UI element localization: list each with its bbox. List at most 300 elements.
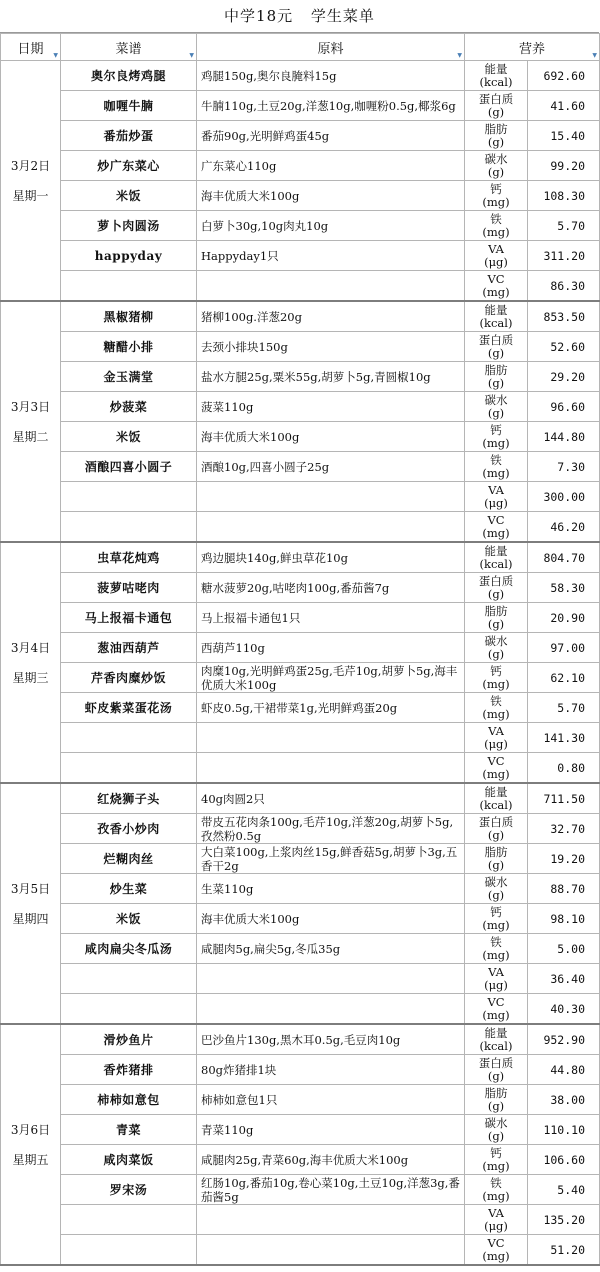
nutrient-unit: (mg) <box>482 465 510 480</box>
ingredients-cell[interactable]: 海丰优质大米100g <box>197 422 465 452</box>
dish-cell[interactable]: 酒酿四喜小圆子 <box>61 452 197 482</box>
nutrient-name <box>465 573 528 602</box>
nutrient-name <box>465 271 528 300</box>
nutrient-label: 蛋白质 <box>478 332 514 347</box>
nutrient-unit: (mg) <box>482 1007 510 1022</box>
nutrient-name <box>465 1175 528 1204</box>
dish-cell[interactable] <box>61 482 197 512</box>
table-row <box>1 1055 600 1085</box>
nutrition-cell[interactable] <box>465 964 600 994</box>
nutrition-cell[interactable] <box>465 482 600 512</box>
dish-cell[interactable]: 萝卜肉圆汤 <box>61 211 197 241</box>
nutrient-value: 62.10 <box>550 670 585 685</box>
nutrition-cell[interactable] <box>465 904 600 934</box>
nutrient-unit: (mg) <box>482 1248 510 1263</box>
dish-cell[interactable]: 炒生菜 <box>61 874 197 904</box>
header-menu-label: 菜谱 <box>115 41 142 57</box>
nutrition-cell[interactable] <box>465 241 600 271</box>
dish-cell[interactable]: 番茄炒蛋 <box>61 121 197 151</box>
nutrient-unit: (g) <box>487 857 505 872</box>
weekday-label: 星期五 <box>12 1152 49 1167</box>
nutrient-unit: (μg) <box>484 736 508 751</box>
dish-cell[interactable]: 菠萝咕咾肉 <box>61 573 197 603</box>
nutrient-unit: (g) <box>487 405 505 420</box>
nutrition-cell[interactable] <box>465 542 600 573</box>
nutrition-cell[interactable] <box>465 271 600 302</box>
filter-dropdown-icon[interactable]: ▼ <box>53 52 58 59</box>
date-cell[interactable] <box>1 301 61 542</box>
nutrient-unit: (kcal) <box>479 556 513 571</box>
dish-cell[interactable]: 米饭 <box>61 181 197 211</box>
ingredients-cell[interactable]: 虾皮0.5g,干裙带菜1g,光明鲜鸡蛋20g <box>197 693 465 723</box>
nutrient-name <box>465 392 528 421</box>
ingredients-cell[interactable]: 大白菜100g,上浆肉丝15g,鲜香菇5g,胡萝卜3g,五香干2g <box>197 844 465 874</box>
nutrient-label: 能量 <box>484 543 508 558</box>
nutrient-label: 铁 <box>490 934 502 949</box>
table-row <box>1 693 600 723</box>
ingredients-cell[interactable] <box>197 1235 465 1266</box>
nutrient-label: 碳水 <box>484 633 508 648</box>
table-row <box>1 181 600 211</box>
nutrient-label: 碳水 <box>484 392 508 407</box>
table-row <box>1 874 600 904</box>
ingredients-cell[interactable]: 猪柳100g.洋葱20g <box>197 301 465 332</box>
date-label: 3月3日 <box>10 399 51 414</box>
nutrient-value: 41.60 <box>550 98 585 113</box>
nutrition-cell[interactable] <box>465 1055 600 1085</box>
nutrient-unit: (g) <box>487 1068 505 1083</box>
ingredients-cell[interactable] <box>197 512 465 543</box>
title-name: 学生菜单 <box>310 7 375 25</box>
dish-cell[interactable]: 虫草花炖鸡 <box>61 542 197 573</box>
table-row <box>1 422 600 452</box>
ingredients-cell[interactable] <box>197 753 465 784</box>
ingredients-cell[interactable]: 咸腿肉25g,青菜60g,海丰优质大米100g <box>197 1145 465 1175</box>
nutrition-cell[interactable] <box>465 573 600 603</box>
nutrient-value: 38.00 <box>550 1092 585 1107</box>
nutrient-label: 碳水 <box>484 151 508 166</box>
nutrition-cell[interactable] <box>465 61 600 91</box>
nutrient-name <box>465 663 528 692</box>
nutrient-value: 96.60 <box>550 399 585 414</box>
weekday-label: 星期一 <box>12 188 49 203</box>
nutrient-label: 脂肪 <box>484 844 508 859</box>
nutrient-value: 86.30 <box>550 278 585 293</box>
ingredients-cell[interactable]: 海丰优质大米100g <box>197 904 465 934</box>
dish-cell[interactable]: 炒菠菜 <box>61 392 197 422</box>
nutrition-cell[interactable] <box>465 934 600 964</box>
dish-cell[interactable]: 马上报福卡通包 <box>61 603 197 633</box>
nutrient-name <box>465 1115 528 1144</box>
nutrient-name <box>465 362 528 391</box>
date-cell[interactable] <box>1 1024 61 1265</box>
nutrition-cell[interactable] <box>465 1175 600 1205</box>
header-date-label: 日期 <box>17 41 44 57</box>
dish-cell[interactable]: 虾皮紫菜蛋花汤 <box>61 693 197 723</box>
nutrient-unit: (μg) <box>484 1218 508 1233</box>
nutrition-cell[interactable] <box>465 994 600 1025</box>
nutrition-cell[interactable] <box>465 603 600 633</box>
ingredients-cell[interactable]: 糖水菠萝20g,咕咾肉100g,番茄酱7g <box>197 573 465 603</box>
dish-cell[interactable]: 金玉满堂 <box>61 362 197 392</box>
nutrition-cell[interactable] <box>465 121 600 151</box>
nutrient-name <box>465 1025 528 1054</box>
header-nutrition-label: 营养 <box>518 41 545 57</box>
nutrition-cell[interactable] <box>465 362 600 392</box>
nutrient-value: 51.20 <box>550 1242 585 1257</box>
nutrient-label: VA <box>488 1205 504 1220</box>
table-row <box>1 783 600 814</box>
ingredients-cell[interactable] <box>197 482 465 512</box>
nutrient-value: 46.20 <box>550 519 585 534</box>
nutrient-label: VA <box>488 241 504 256</box>
nutrient-label: 钙 <box>490 422 502 437</box>
nutrient-name <box>465 422 528 451</box>
nutrient-unit: (mg) <box>482 706 510 721</box>
nutrient-unit: (g) <box>487 375 505 390</box>
nutrition-cell[interactable] <box>465 301 600 332</box>
nutrient-unit: (mg) <box>482 194 510 209</box>
nutrient-label: 钙 <box>490 663 502 678</box>
table-row <box>1 211 600 241</box>
dish-cell[interactable] <box>61 1235 197 1266</box>
dish-cell[interactable]: 糖醋小排 <box>61 332 197 362</box>
nutrient-name <box>465 61 528 90</box>
nutrient-unit: (mg) <box>482 1158 510 1173</box>
table-row <box>1 633 600 663</box>
nutrition-cell[interactable] <box>465 512 600 543</box>
nutrition-cell[interactable] <box>465 1145 600 1175</box>
nutrient-value: 711.50 <box>543 791 585 806</box>
ingredients-cell[interactable]: 菠菜110g <box>197 392 465 422</box>
ingredients-cell[interactable]: 酒酿10g,四喜小圆子25g <box>197 452 465 482</box>
nutrient-value: 36.40 <box>550 971 585 986</box>
nutrient-unit: (μg) <box>484 977 508 992</box>
nutrient-unit: (g) <box>487 887 505 902</box>
nutrient-name <box>465 964 528 993</box>
ingredients-cell[interactable] <box>197 723 465 753</box>
nutrient-label: VA <box>488 482 504 497</box>
date-label: 3月6日 <box>10 1122 51 1137</box>
header-menu[interactable] <box>61 34 197 61</box>
nutrient-label: VC <box>487 1235 505 1250</box>
nutrient-unit: (mg) <box>482 947 510 962</box>
nutrition-cell[interactable] <box>465 874 600 904</box>
table-row <box>1 603 600 633</box>
date-label: 3月4日 <box>10 640 51 655</box>
nutrient-value: 141.30 <box>543 730 585 745</box>
filter-dropdown-icon[interactable]: ▼ <box>189 52 194 59</box>
nutrient-name <box>465 814 528 843</box>
ingredients-cell[interactable]: 鸡腿150g,奥尔良腌料15g <box>197 61 465 91</box>
nutrient-unit: (kcal) <box>479 1038 513 1053</box>
table-row <box>1 1145 600 1175</box>
nutrition-cell[interactable] <box>465 452 600 482</box>
dish-cell[interactable]: 烂糊肉丝 <box>61 844 197 874</box>
nutrient-label: 铁 <box>490 211 502 226</box>
nutrient-value: 20.90 <box>550 610 585 625</box>
table-row <box>1 844 600 874</box>
table-row <box>1 512 600 543</box>
nutrient-value: 952.90 <box>543 1032 585 1047</box>
nutrient-name <box>465 994 528 1023</box>
nutrient-name <box>465 1145 528 1174</box>
nutrient-value: 106.60 <box>543 1152 585 1167</box>
nutrition-cell[interactable] <box>465 91 600 121</box>
nutrient-unit: (g) <box>487 164 505 179</box>
header-date[interactable] <box>1 34 61 61</box>
ingredients-cell[interactable]: 咸腿肉5g,扁尖5g,冬瓜35g <box>197 934 465 964</box>
ingredients-cell[interactable]: 80g炸猪排1块 <box>197 1055 465 1085</box>
table-row <box>1 994 600 1025</box>
dish-cell[interactable] <box>61 753 197 784</box>
nutrition-cell[interactable] <box>465 332 600 362</box>
nutrition-cell[interactable] <box>465 693 600 723</box>
nutrient-value: 144.80 <box>543 429 585 444</box>
nutrient-label: VC <box>487 994 505 1009</box>
nutrient-label: VC <box>487 753 505 768</box>
nutrient-label: 能量 <box>484 61 508 76</box>
dish-cell[interactable]: 青菜 <box>61 1115 197 1145</box>
nutrition-cell[interactable] <box>465 753 600 784</box>
table-row <box>1 753 600 784</box>
filter-dropdown-icon[interactable]: ▼ <box>457 52 462 59</box>
nutrition-cell[interactable] <box>465 1024 600 1055</box>
nutrient-label: VC <box>487 271 505 286</box>
nutrient-name <box>465 784 528 813</box>
nutrient-value: 32.70 <box>550 821 585 836</box>
nutrition-cell[interactable] <box>465 422 600 452</box>
nutrient-unit: (μg) <box>484 495 508 510</box>
weekday-label: 星期二 <box>12 429 49 444</box>
dish-cell[interactable]: 罗宋汤 <box>61 1175 197 1205</box>
ingredients-cell[interactable]: 牛腩110g,土豆20g,洋葱10g,咖喱粉0.5g,椰浆6g <box>197 91 465 121</box>
ingredients-cell[interactable] <box>197 994 465 1025</box>
nutrition-cell[interactable] <box>465 1205 600 1235</box>
nutrient-name <box>465 452 528 481</box>
ingredients-cell[interactable] <box>197 1205 465 1235</box>
table-row <box>1 362 600 392</box>
nutrient-value: 15.40 <box>550 128 585 143</box>
nutrient-value: 52.60 <box>550 339 585 354</box>
nutrient-value: 0.80 <box>557 760 585 775</box>
table-row <box>1 61 600 91</box>
nutrient-name <box>465 934 528 963</box>
dish-cell[interactable]: 芹香肉糜炒饭 <box>61 663 197 693</box>
nutrient-name <box>465 302 528 331</box>
nutrient-label: 蛋白质 <box>478 573 514 588</box>
ingredients-cell[interactable]: 柿柿如意包1只 <box>197 1085 465 1115</box>
nutrition-cell[interactable] <box>465 1115 600 1145</box>
nutrition-cell[interactable] <box>465 814 600 844</box>
nutrient-value: 29.20 <box>550 369 585 384</box>
date-label: 3月2日 <box>10 158 51 173</box>
ingredients-cell[interactable]: 马上报福卡通包1只 <box>197 603 465 633</box>
dish-cell[interactable]: 香炸猪排 <box>61 1055 197 1085</box>
dish-cell[interactable]: 咖喱牛腩 <box>61 91 197 121</box>
nutrient-label: 铁 <box>490 452 502 467</box>
nutrient-value: 853.50 <box>543 309 585 324</box>
nutrient-unit: (mg) <box>482 224 510 239</box>
nutrient-name <box>465 482 528 511</box>
header-ingredients[interactable] <box>197 34 465 61</box>
nutrient-value: 300.00 <box>543 489 585 504</box>
table-row <box>1 452 600 482</box>
nutrient-label: VA <box>488 723 504 738</box>
nutrition-cell[interactable] <box>465 1085 600 1115</box>
nutrient-value: 5.40 <box>557 1182 585 1197</box>
date-cell[interactable] <box>1 542 61 783</box>
dish-cell[interactable]: 滑炒鱼片 <box>61 1024 197 1055</box>
title-school: 中学18元 <box>224 7 294 25</box>
nutrient-label: 能量 <box>484 1025 508 1040</box>
nutrient-name <box>465 543 528 572</box>
date-cell[interactable] <box>1 61 61 302</box>
nutrition-cell[interactable] <box>465 633 600 663</box>
nutrient-name <box>465 874 528 903</box>
nutrition-cell[interactable] <box>465 181 600 211</box>
ingredients-cell[interactable] <box>197 271 465 302</box>
table-row <box>1 91 600 121</box>
date-label: 3月5日 <box>10 881 51 896</box>
weekday-label: 星期三 <box>12 670 49 685</box>
dish-cell[interactable] <box>61 271 197 302</box>
nutrition-cell[interactable] <box>465 723 600 753</box>
dish-cell[interactable] <box>61 1205 197 1235</box>
nutrient-unit: (g) <box>487 104 505 119</box>
ingredients-cell[interactable]: 广东菜心110g <box>197 151 465 181</box>
dish-cell[interactable] <box>61 964 197 994</box>
table-row <box>1 1085 600 1115</box>
ingredients-cell[interactable]: 带皮五花肉条100g,毛芹10g,洋葱20g,胡萝卜5g,孜然粉0.5g <box>197 814 465 844</box>
nutrient-name <box>465 603 528 632</box>
dish-cell[interactable]: 红烧狮子头 <box>61 783 197 814</box>
ingredients-cell[interactable]: 鸡边腿块140g,鲜虫草花10g <box>197 542 465 573</box>
nutrient-value: 5.70 <box>557 218 585 233</box>
table-row <box>1 1024 600 1055</box>
nutrient-label: VA <box>488 964 504 979</box>
nutrient-value: 97.00 <box>550 640 585 655</box>
ingredients-cell[interactable]: 去颈小排块150g <box>197 332 465 362</box>
nutrient-unit: (mg) <box>482 917 510 932</box>
nutrient-unit: (kcal) <box>479 74 513 89</box>
table-row <box>1 904 600 934</box>
nutrient-label: 脂肪 <box>484 362 508 377</box>
weekday-label: 星期四 <box>12 911 49 926</box>
nutrient-name <box>465 181 528 210</box>
table-row <box>1 1175 600 1205</box>
nutrition-cell[interactable] <box>465 663 600 693</box>
nutrient-label: 钙 <box>490 181 502 196</box>
nutrient-value: 40.30 <box>550 1001 585 1016</box>
nutrient-value: 108.30 <box>543 188 585 203</box>
table-row <box>1 542 600 573</box>
dish-cell[interactable]: 炒广东菜心 <box>61 151 197 181</box>
dish-cell[interactable]: 咸肉扁尖冬瓜汤 <box>61 934 197 964</box>
dish-cell[interactable]: happyday <box>61 241 197 271</box>
nutrient-label: 能量 <box>484 302 508 317</box>
nutrient-label: 蛋白质 <box>478 1055 514 1070</box>
table-row <box>1 332 600 362</box>
dish-cell[interactable]: 奥尔良烤鸡腿 <box>61 61 197 91</box>
nutrient-unit: (g) <box>487 646 505 661</box>
table-row <box>1 1205 600 1235</box>
nutrition-cell[interactable] <box>465 783 600 814</box>
nutrient-unit: (g) <box>487 1128 505 1143</box>
table-row <box>1 301 600 332</box>
ingredients-cell[interactable] <box>197 964 465 994</box>
dish-cell[interactable]: 米饭 <box>61 904 197 934</box>
nutrition-cell[interactable] <box>465 392 600 422</box>
header-nutrition[interactable] <box>465 34 600 61</box>
nutrition-cell[interactable] <box>465 844 600 874</box>
table-row <box>1 663 600 693</box>
nutrient-name <box>465 1085 528 1114</box>
table-row <box>1 482 600 512</box>
nutrient-label: VC <box>487 512 505 527</box>
table-row <box>1 271 600 302</box>
ingredients-cell[interactable]: 白萝卜30g,10g肉丸10g <box>197 211 465 241</box>
nutrient-unit: (g) <box>487 827 505 842</box>
ingredients-cell[interactable]: 40g肉圆2只 <box>197 783 465 814</box>
nutrient-unit: (mg) <box>482 525 510 540</box>
ingredients-cell[interactable]: 巴沙鱼片130g,黑木耳0.5g,毛豆肉10g <box>197 1024 465 1055</box>
header-row <box>1 34 600 61</box>
ingredients-cell[interactable]: 番茄90g,光明鲜鸡蛋45g <box>197 121 465 151</box>
table-row <box>1 151 600 181</box>
dish-cell[interactable]: 葱油西葫芦 <box>61 633 197 663</box>
ingredients-cell[interactable]: Happyday1只 <box>197 241 465 271</box>
nutrient-unit: (g) <box>487 616 505 631</box>
filter-dropdown-icon[interactable]: ▼ <box>592 52 597 59</box>
nutrient-name <box>465 693 528 722</box>
date-cell[interactable] <box>1 783 61 1024</box>
nutrient-name <box>465 844 528 873</box>
ingredients-cell[interactable]: 肉糜10g,光明鲜鸡蛋25g,毛芹10g,胡萝卜5g,海丰优质大米100g <box>197 663 465 693</box>
dish-cell[interactable] <box>61 994 197 1025</box>
ingredients-cell[interactable]: 海丰优质大米100g <box>197 181 465 211</box>
nutrition-cell[interactable] <box>465 1235 600 1266</box>
nutrient-label: 蛋白质 <box>478 814 514 829</box>
dish-cell[interactable]: 柿柿如意包 <box>61 1085 197 1115</box>
ingredients-cell[interactable]: 红肠10g,番茄10g,卷心菜10g,土豆10g,洋葱3g,番茄酱5g <box>197 1175 465 1205</box>
nutrient-unit: (g) <box>487 586 505 601</box>
nutrient-value: 311.20 <box>543 248 585 263</box>
nutrient-value: 7.30 <box>557 459 585 474</box>
dish-cell[interactable]: 孜香小炒肉 <box>61 814 197 844</box>
nutrient-value: 804.70 <box>543 550 585 565</box>
dish-cell[interactable]: 米饭 <box>61 422 197 452</box>
nutrient-label: 铁 <box>490 693 502 708</box>
nutrient-unit: (g) <box>487 134 505 149</box>
dish-cell[interactable]: 咸肉菜饭 <box>61 1145 197 1175</box>
ingredients-cell[interactable]: 生菜110g <box>197 874 465 904</box>
nutrient-label: 碳水 <box>484 1115 508 1130</box>
dish-cell[interactable] <box>61 723 197 753</box>
nutrient-value: 44.80 <box>550 1062 585 1077</box>
table-row <box>1 1115 600 1145</box>
nutrition-cell[interactable] <box>465 211 600 241</box>
nutrient-name <box>465 151 528 180</box>
ingredients-cell[interactable]: 青菜110g <box>197 1115 465 1145</box>
nutrient-name <box>465 904 528 933</box>
ingredients-cell[interactable]: 盐水方腿25g,粟米55g,胡萝卜5g,青圆椒10g <box>197 362 465 392</box>
ingredients-cell[interactable]: 西葫芦110g <box>197 633 465 663</box>
nutrition-cell[interactable] <box>465 151 600 181</box>
dish-cell[interactable]: 黑椒猪柳 <box>61 301 197 332</box>
nutrient-label: 脂肪 <box>484 1085 508 1100</box>
dish-cell[interactable] <box>61 512 197 543</box>
